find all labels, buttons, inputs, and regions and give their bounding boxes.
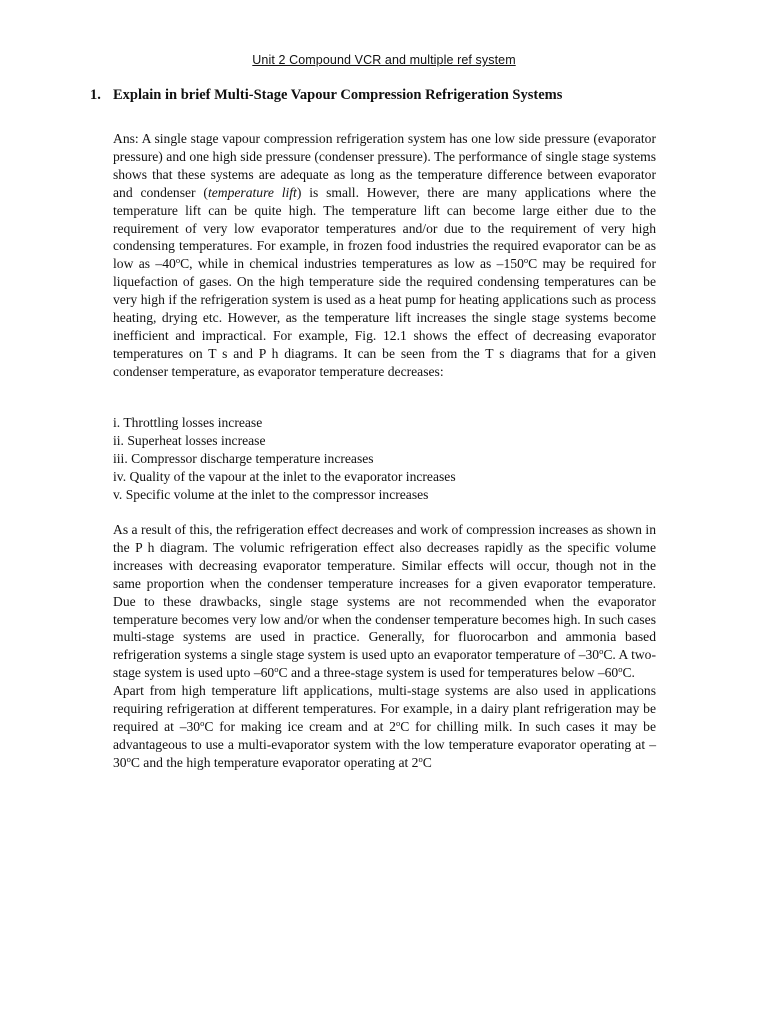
degree-symbol: o [599, 646, 604, 657]
effects-list [113, 414, 656, 504]
question-text: Explain in brief Multi-Stage Vapour Compression Refrigeration Systems [113, 87, 563, 103]
degree-symbol: o [175, 255, 181, 266]
text-run: C. A two-stage system is used upto –60 [113, 647, 656, 681]
text-run: C and the high temperature evaporator operating at 2 [130, 754, 419, 770]
text-run: Ans: A single stage vapour compression refrigeration system has one low side pressure (evaporator pressure) and one high side pressure (condenser pressure). The performance of single stage systems shows that these systems are adequate as long as the temperature difference between evaporator and condenser ( [113, 131, 656, 200]
list-item: i. Throttling losses increase [113, 415, 263, 430]
list-item: iii. Compressor discharge temperature increases [113, 450, 374, 466]
italic-term: temperature lift [207, 184, 297, 200]
list-item: iv. Quality of the vapour at the inlet to the evaporator increases [113, 468, 456, 484]
answer-paragraph-1 [113, 130, 656, 381]
unit-title: Unit 2 Compound VCR and multiple ref system [252, 53, 516, 67]
text-run: ) is small. However, there are many applications where the temperature lift can be quite high. The temperature lift can become large either due to the requirement of very low evaporator temperatures and/or due to the requirement of very high condensing temperatures. For example, in frozen food industries the required evaporator can be as low as –40 [113, 184, 656, 272]
text-run: Apart from high temperature lift applications, multi-stage systems are also used in applications requiring refrigeration at different temperatures. For example, in a dairy plant refrigeration may be required at –30 [113, 683, 656, 734]
text-run: C. [622, 665, 635, 681]
text-run: C [422, 754, 432, 770]
list-item: ii. Superheat losses increase [113, 432, 266, 448]
question-number: 1. [90, 87, 101, 103]
list-item: v. Specific volume at the inlet to the compressor increases [113, 486, 429, 502]
degree-symbol: o [274, 664, 279, 675]
answer-paragraph-2 [113, 521, 656, 772]
degree-symbol: o [200, 717, 205, 728]
text-run: C may be required for liquefaction of gases. On the high temperature side the required condensing temperatures can be very high if the refrigeration system is used as a heat pump for heating applications such as process heating, drying etc. However, as the temperature lift increases the single stage systems become inefficient and impractical. For example, Fig. 12.1 shows the effect of decreasing evaporator temperatures on T s and P h diagrams. It can be seen from the T s diagrams that for a given condenser temperature, as evaporator temperature decreases: [113, 256, 656, 379]
degree-symbol: o [523, 255, 529, 266]
text-run: C, while in chemical industries temperatures as low as –150 [180, 256, 524, 272]
degree-symbol: o [418, 753, 423, 764]
question-heading [90, 87, 562, 104]
degree-symbol: o [395, 717, 401, 728]
text-run: As a result of this, the refrigeration effect decreases and work of compression increases as shown in the P h diagram. The volumic refrigeration effect also decreases rapidly as the specific volume increases with decreasing evaporator temperature. Similar effects will occur, though not in the same proportion when the condenser temperature increases for a given evaporator temperature. Due to these drawbacks, single stage systems are not recommended when the evaporator temperature becomes very low and/or when the condenser temperature becomes high. In such cases multi-stage systems are used in practice. Generally, for fluorocarbon and ammonia based refrigeration systems a single stage system is used upto an evaporator temperature of –30 [113, 522, 656, 663]
text-run: C and a three-stage system is used for temperatures below –60 [278, 665, 619, 681]
degree-symbol: o [126, 753, 131, 764]
text-run: C for chilling milk. In such cases it may be advantageous to use a multi-evaporator system with the low temperature evaporator operating at –30 [113, 718, 656, 770]
text-run: C for making ice cream and at 2 [204, 718, 396, 734]
degree-symbol: o [618, 664, 623, 675]
